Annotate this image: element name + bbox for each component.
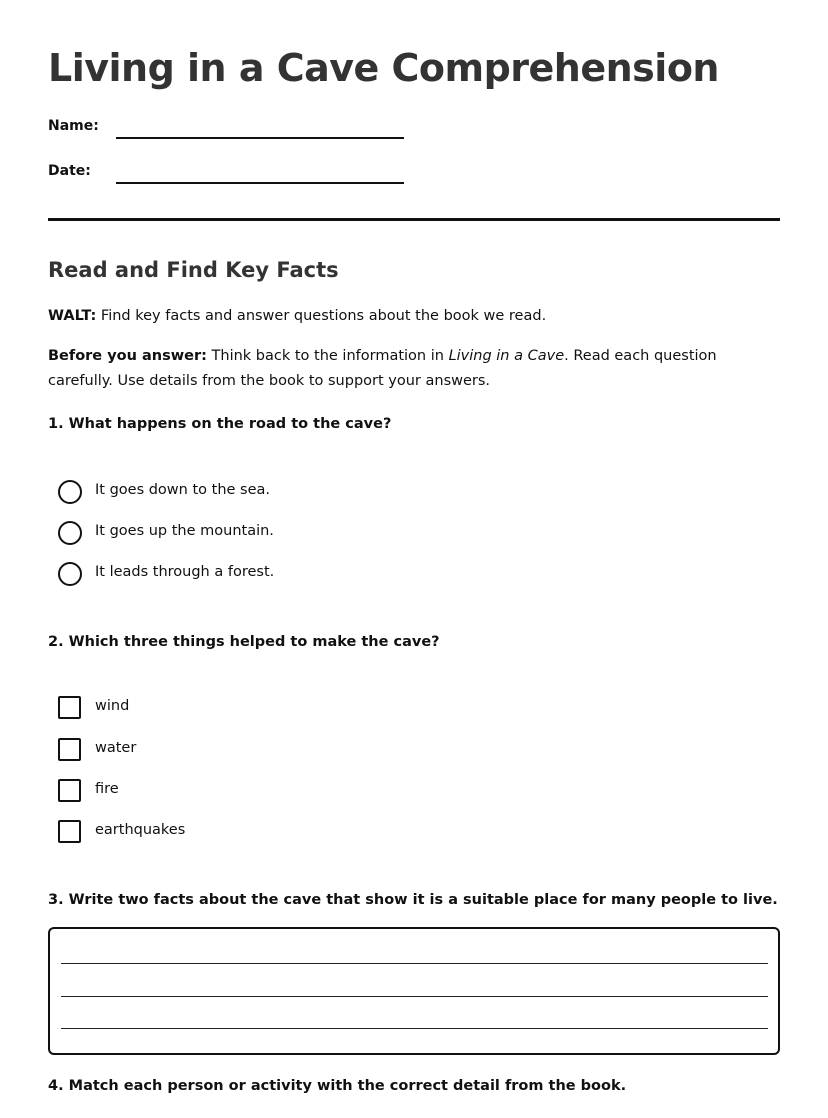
- question-2: 2. Which three things helped to make the cave?: [48, 634, 440, 650]
- question-4: 4. Match each person or activity with the correct detail from the book.: [48, 1078, 627, 1094]
- walt-paragraph: [48, 304, 780, 329]
- q1-option-label: It goes up the mountain.: [95, 523, 274, 539]
- q2-option-label: fire: [95, 781, 119, 797]
- q3-answer-box[interactable]: [48, 927, 780, 1055]
- date-input-line[interactable]: [116, 182, 404, 184]
- name-field[interactable]: [48, 118, 408, 142]
- before-text-2: . Read each question carefully. Use details from the book to support your answers.: [48, 348, 717, 389]
- answer-line[interactable]: [61, 963, 768, 964]
- checkbox[interactable]: [58, 820, 81, 843]
- q1-option-1[interactable]: [58, 480, 458, 504]
- answer-line[interactable]: [61, 1028, 768, 1029]
- section-heading: Read and Find Key Facts: [48, 258, 339, 282]
- checkbox[interactable]: [58, 696, 81, 719]
- page-title: Living in a Cave Comprehension: [48, 46, 719, 90]
- q2-option-3[interactable]: [58, 779, 458, 803]
- q1-option-label: It goes down to the sea.: [95, 482, 271, 498]
- q2-option-1[interactable]: [58, 696, 458, 720]
- radio-button[interactable]: [58, 521, 82, 545]
- before-text-1: Think back to the information in: [206, 348, 449, 364]
- name-label: Name:: [48, 118, 99, 134]
- answer-line[interactable]: [61, 996, 768, 997]
- radio-button[interactable]: [58, 480, 82, 504]
- q2-option-2[interactable]: [58, 738, 458, 762]
- checkbox[interactable]: [58, 738, 81, 761]
- q1-option-3[interactable]: [58, 562, 458, 586]
- instructions-paragraph: [48, 344, 780, 394]
- before-label: Before you answer:: [48, 348, 207, 364]
- walt-text: Find key facts and answer questions about the book we read.: [96, 308, 547, 324]
- q2-option-4[interactable]: [58, 820, 458, 844]
- q1-option-2[interactable]: [58, 521, 458, 545]
- q1-option-label: It leads through a forest.: [95, 564, 275, 580]
- name-input-line[interactable]: [116, 137, 404, 139]
- question-3: 3. Write two facts about the cave that show it is a suitable place for many people to live.: [48, 892, 778, 908]
- header-divider: [48, 218, 780, 221]
- q2-option-label: earthquakes: [95, 822, 186, 838]
- date-field[interactable]: [48, 163, 408, 187]
- walt-label: WALT:: [48, 308, 97, 324]
- date-label: Date:: [48, 163, 91, 179]
- radio-button[interactable]: [58, 562, 82, 586]
- question-1: 1. What happens on the road to the cave?: [48, 416, 392, 432]
- checkbox[interactable]: [58, 779, 81, 802]
- book-title: Living in a Cave: [448, 348, 565, 364]
- q2-option-label: wind: [95, 698, 130, 714]
- q2-option-label: water: [95, 740, 137, 756]
